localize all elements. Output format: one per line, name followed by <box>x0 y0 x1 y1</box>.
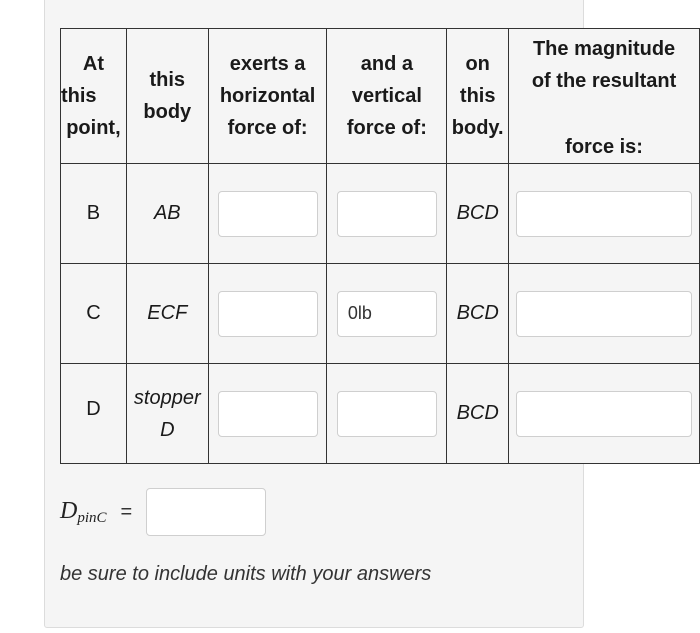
header-point <box>61 29 127 164</box>
header-vertical <box>327 29 447 164</box>
header-row <box>61 29 700 164</box>
on-body-cell: BCD <box>447 264 509 364</box>
units-note: be sure to include units with your answers <box>60 563 432 585</box>
on-body-cell: BCD <box>447 164 509 264</box>
header-horizontal-line: force of: <box>227 117 308 139</box>
horizontal-cell <box>208 164 327 264</box>
on-body-cell: BCD <box>447 364 509 464</box>
dpin-equation <box>60 487 266 537</box>
header-resultant <box>509 29 700 164</box>
horizontal-force-input[interactable] <box>218 291 318 337</box>
vertical-cell <box>327 364 447 464</box>
vertical-force-input[interactable] <box>337 191 437 237</box>
table-row <box>61 364 700 464</box>
header-vertical-line: force of: <box>346 117 427 139</box>
resultant-force-input[interactable] <box>516 291 692 337</box>
header-horizontal-line: horizontal <box>219 85 316 107</box>
header-resultant-line: The magnitude <box>532 38 676 60</box>
header-body-line: body <box>143 101 192 123</box>
forces-table <box>60 28 700 464</box>
vertical-force-input[interactable] <box>337 391 437 437</box>
header-vertical-line: vertical <box>351 85 422 107</box>
header-on-line: this <box>459 85 496 107</box>
header-body-line: this <box>149 69 186 91</box>
dpin-label-main: D <box>60 497 78 524</box>
header-vertical-line: and a <box>360 53 413 75</box>
header-point-line: At <box>82 53 104 75</box>
table-row <box>61 164 700 264</box>
point-cell: C <box>61 264 127 364</box>
body-cell: stopper D <box>126 364 208 464</box>
horizontal-force-input[interactable] <box>218 391 318 437</box>
equals-sign: = <box>120 500 133 523</box>
vertical-cell <box>327 164 447 264</box>
resultant-force-input[interactable] <box>516 391 692 437</box>
resultant-cell <box>509 164 700 264</box>
resultant-force-input[interactable] <box>516 191 692 237</box>
dpin-label <box>60 498 107 527</box>
resultant-cell <box>509 364 700 464</box>
resultant-cell <box>509 264 700 364</box>
header-point-line: point, <box>66 117 121 139</box>
horizontal-cell <box>208 364 327 464</box>
header-horizontal-line: exerts a <box>229 53 306 75</box>
vertical-cell <box>327 264 447 364</box>
header-resultant-line: force is: <box>565 136 643 158</box>
header-horizontal <box>208 29 327 164</box>
header-resultant-line: of the resultant <box>531 70 677 92</box>
header-point-line: this <box>61 85 97 107</box>
point-cell: B <box>61 164 127 264</box>
body-cell: ECF <box>126 264 208 364</box>
dpin-input[interactable] <box>146 488 266 536</box>
table-row <box>61 264 700 364</box>
vertical-force-input[interactable] <box>337 291 437 337</box>
header-body <box>126 29 208 164</box>
header-on-line: body. <box>451 117 504 139</box>
horizontal-force-input[interactable] <box>218 191 318 237</box>
body-cell: AB <box>126 164 208 264</box>
horizontal-cell <box>208 264 327 364</box>
header-on-line: on <box>465 53 490 75</box>
point-cell: D <box>61 364 127 464</box>
header-on-body <box>447 29 509 164</box>
dpin-label-sub: pinC <box>77 509 107 526</box>
